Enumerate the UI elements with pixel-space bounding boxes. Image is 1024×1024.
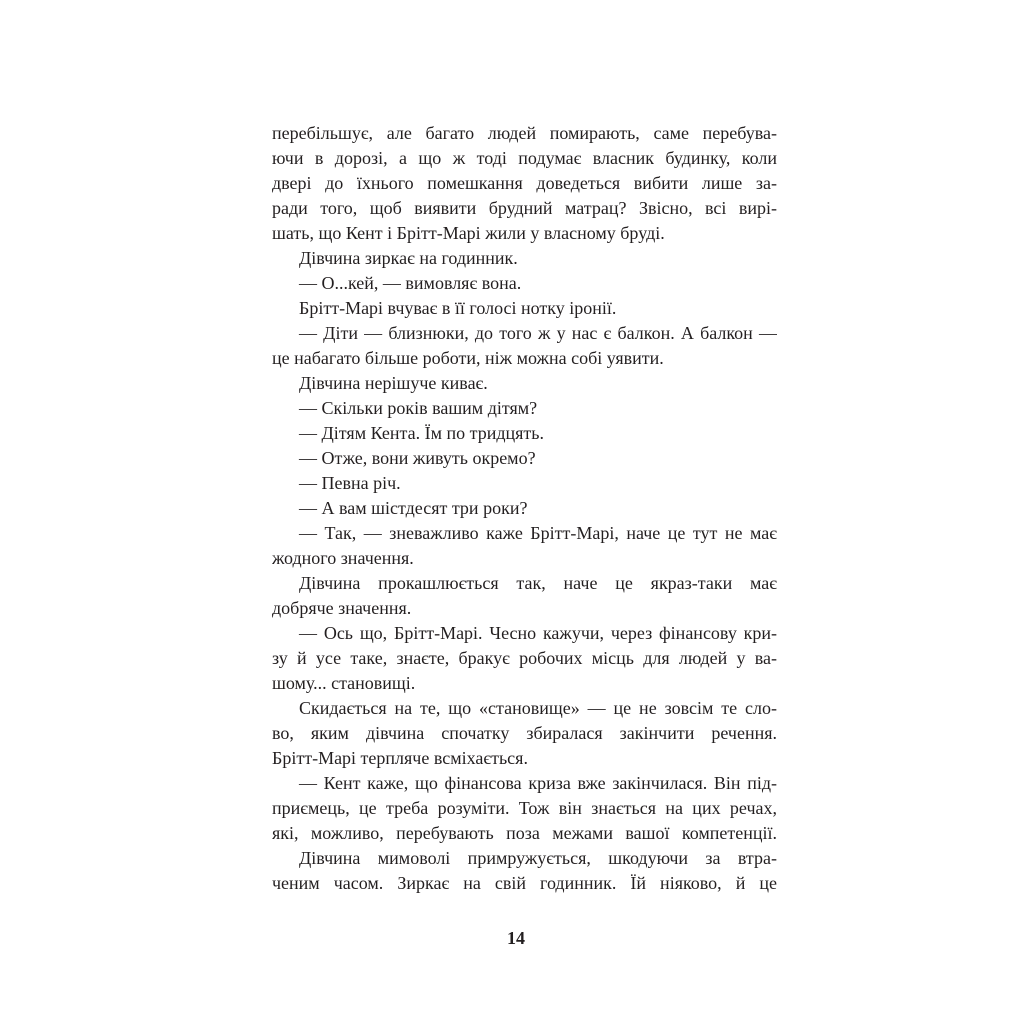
text-line: — Певна річ.: [299, 473, 401, 493]
text-line: — Дітям Кента. Їм по тридцять.: [299, 423, 544, 443]
text-line: жодного значення.: [272, 548, 414, 568]
text-line: зу й усе таке, знаєте, бракує робочих місць для людей у ва-: [272, 648, 777, 668]
text-line: ючи в дорозі, а що ж тоді подумає власник будинку, коли: [272, 148, 777, 168]
text-line: приємець, це треба розуміти. Тож він знається на цих речах,: [272, 798, 777, 818]
text-line: це набагато більше роботи, ніж можна собі уявити.: [272, 348, 664, 368]
text-line: двері до їхнього помешкання доведеться вибити лише за-: [272, 173, 777, 193]
text-line: Брітт-Марі терпляче всміхається.: [272, 748, 528, 768]
text-line: — Діти — близнюки, до того ж у нас є балкон. А балкон —: [299, 323, 777, 343]
text-line: добряче значення.: [272, 598, 412, 618]
text-line: — Так, — зневажливо каже Брітт-Марі, наче це тут не має: [299, 523, 777, 543]
text-line: перебільшує, але багато людей помирають, саме перебува-: [272, 123, 777, 143]
text-line: які, можливо, перебувають поза межами вашої компетенції.: [272, 823, 777, 843]
page-number: 14: [507, 928, 525, 948]
text-line: Скидається на те, що «становище» — це не зовсім те сло-: [299, 698, 777, 718]
text-line: шому... становищі.: [272, 673, 416, 693]
text-line: — Ось що, Брітт-Марі. Чесно кажучи, через фінансову кри-: [299, 623, 777, 643]
text-line: Дівчина зиркає на годинник.: [299, 248, 518, 268]
text-line: — Скільки років вашим дітям?: [299, 398, 538, 418]
text-line: Дівчина мимоволі примружується, шкодуючи за втра-: [299, 848, 777, 868]
text-line: — Отже, вони живуть окремо?: [299, 448, 536, 468]
text-line: ченим часом. Зиркає на свій годинник. Їй ніяково, й це: [272, 873, 777, 893]
text-line: шать, що Кент і Брітт-Марі жили у власному бруді.: [272, 223, 665, 243]
text-line: — А вам шістдесят три роки?: [299, 498, 528, 518]
text-line: во, яким дівчина спочатку збиралася закінчити речення.: [272, 723, 777, 743]
text-line: — Кент каже, що фінансова криза вже закінчилася. Він під-: [299, 773, 777, 793]
body-text: [272, 121, 777, 896]
text-line: — О...кей, — вимовляє вона.: [299, 273, 522, 293]
text-line: ради того, щоб виявити брудний матрац? Звісно, всі вирі-: [272, 198, 777, 218]
text-line: Дівчина нерішуче киває.: [299, 373, 488, 393]
text-line: Брітт-Марі вчуває в її голосі нотку іронії.: [299, 298, 617, 318]
text-line: Дівчина прокашлюється так, наче це якраз-таки має: [299, 573, 777, 593]
